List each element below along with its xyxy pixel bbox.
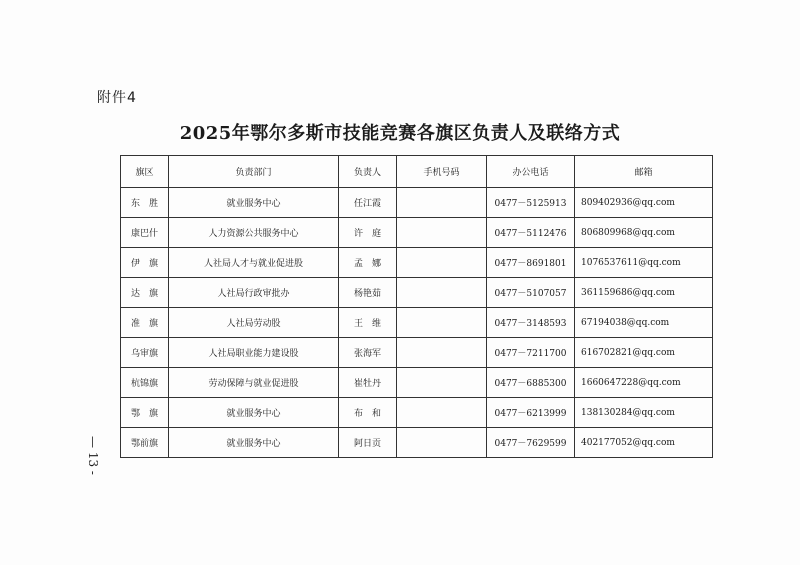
cell-department: 人力资源公共服务中心 bbox=[169, 218, 339, 248]
cell-office-phone: 0477－8691801 bbox=[487, 248, 575, 278]
cell-department: 劳动保障与就业促进股 bbox=[169, 368, 339, 398]
cell-mobile bbox=[397, 368, 487, 398]
table-row bbox=[121, 338, 713, 368]
cell-person: 张海军 bbox=[339, 338, 397, 368]
cell-person: 崔牡丹 bbox=[339, 368, 397, 398]
header-mobile: 手机号码 bbox=[397, 156, 487, 188]
contacts-table bbox=[120, 155, 713, 458]
cell-person: 杨艳茹 bbox=[339, 278, 397, 308]
cell-department: 人社局职业能力建设股 bbox=[169, 338, 339, 368]
attachment-label: 附件4 bbox=[97, 90, 137, 106]
table-row bbox=[121, 308, 713, 338]
table-row bbox=[121, 248, 713, 278]
cell-region: 康巴什 bbox=[121, 218, 169, 248]
cell-mobile bbox=[397, 428, 487, 458]
table-row bbox=[121, 218, 713, 248]
cell-department: 人社局人才与就业促进股 bbox=[169, 248, 339, 278]
header-person: 负责人 bbox=[339, 156, 397, 188]
cell-office-phone: 0477－5125913 bbox=[487, 188, 575, 218]
table-row bbox=[121, 398, 713, 428]
table-header-row bbox=[121, 156, 713, 188]
cell-office-phone: 0477－6885300 bbox=[487, 368, 575, 398]
header-email: 邮箱 bbox=[575, 156, 713, 188]
cell-person: 任江霞 bbox=[339, 188, 397, 218]
cell-office-phone: 0477－5112476 bbox=[487, 218, 575, 248]
cell-department: 就业服务中心 bbox=[169, 428, 339, 458]
page-number: — 13 - bbox=[86, 436, 100, 475]
cell-email: 67194038@qq.com bbox=[575, 308, 713, 338]
cell-mobile bbox=[397, 218, 487, 248]
cell-mobile bbox=[397, 308, 487, 338]
document-title: 2025年鄂尔多斯市技能竞赛各旗区负责人及联络方式 bbox=[179, 123, 621, 144]
cell-region: 鄂 旗 bbox=[121, 398, 169, 428]
cell-person: 王 维 bbox=[339, 308, 397, 338]
header-region: 旗区 bbox=[121, 156, 169, 188]
cell-person: 阿日贡 bbox=[339, 428, 397, 458]
cell-office-phone: 0477－6213999 bbox=[487, 398, 575, 428]
header-office-phone: 办公电话 bbox=[487, 156, 575, 188]
cell-mobile bbox=[397, 248, 487, 278]
cell-mobile bbox=[397, 338, 487, 368]
cell-mobile bbox=[397, 278, 487, 308]
cell-region: 伊 旗 bbox=[121, 248, 169, 278]
cell-region: 准 旗 bbox=[121, 308, 169, 338]
cell-mobile bbox=[397, 188, 487, 218]
cell-email: 809402936@qq.com bbox=[575, 188, 713, 218]
cell-office-phone: 0477－3148593 bbox=[487, 308, 575, 338]
cell-department: 就业服务中心 bbox=[169, 398, 339, 428]
cell-region: 乌审旗 bbox=[121, 338, 169, 368]
cell-person: 布 和 bbox=[339, 398, 397, 428]
cell-office-phone: 0477－7629599 bbox=[487, 428, 575, 458]
cell-office-phone: 0477－7211700 bbox=[487, 338, 575, 368]
cell-office-phone: 0477－5107057 bbox=[487, 278, 575, 308]
cell-department: 人社局行政审批办 bbox=[169, 278, 339, 308]
cell-email: 361159686@qq.com bbox=[575, 278, 713, 308]
cell-region: 杭锦旗 bbox=[121, 368, 169, 398]
cell-region: 鄂前旗 bbox=[121, 428, 169, 458]
table-row bbox=[121, 278, 713, 308]
cell-email: 806809968@qq.com bbox=[575, 218, 713, 248]
cell-email: 616702821@qq.com bbox=[575, 338, 713, 368]
cell-email: 138130284@qq.com bbox=[575, 398, 713, 428]
header-department: 负责部门 bbox=[169, 156, 339, 188]
cell-email: 1660647228@qq.com bbox=[575, 368, 713, 398]
cell-email: 402177052@qq.com bbox=[575, 428, 713, 458]
cell-mobile bbox=[397, 398, 487, 428]
cell-person: 许 庭 bbox=[339, 218, 397, 248]
cell-region: 达 旗 bbox=[121, 278, 169, 308]
table-row bbox=[121, 188, 713, 218]
cell-department: 人社局劳动股 bbox=[169, 308, 339, 338]
table-row bbox=[121, 428, 713, 458]
cell-email: 1076537611@qq.com bbox=[575, 248, 713, 278]
cell-person: 孟 娜 bbox=[339, 248, 397, 278]
cell-region: 东 胜 bbox=[121, 188, 169, 218]
table-row bbox=[121, 368, 713, 398]
cell-department: 就业服务中心 bbox=[169, 188, 339, 218]
